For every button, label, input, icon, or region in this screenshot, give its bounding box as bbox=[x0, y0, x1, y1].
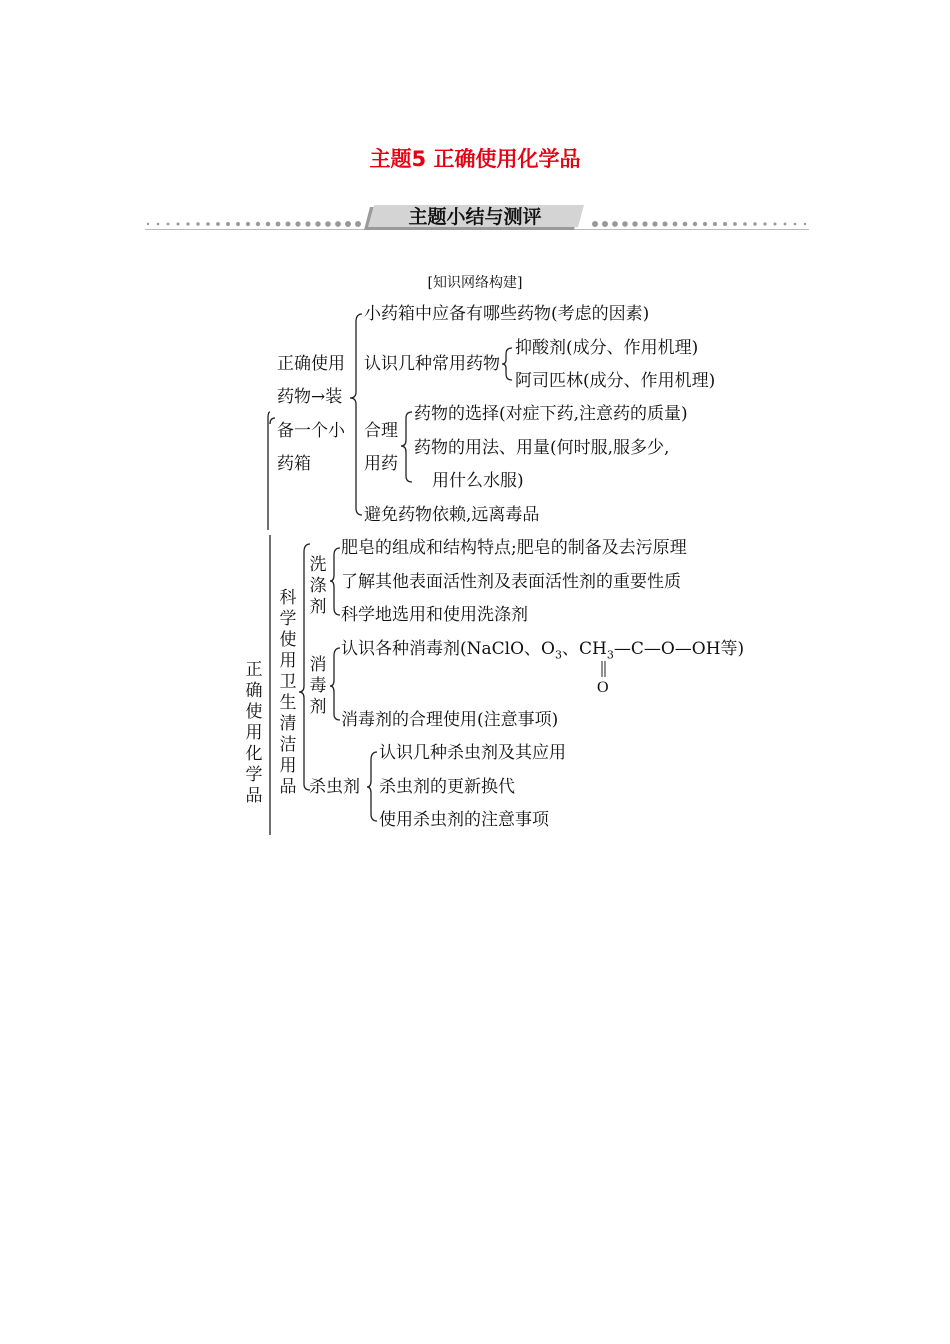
section1-item4: 避免药物依赖,远离毒品 bbox=[364, 505, 540, 525]
insecticide-item2: 杀虫剂的更新换代 bbox=[379, 777, 515, 797]
section1-label-line1: 正确使用 bbox=[277, 354, 345, 374]
page-title: 主题5 正确使用化学品 bbox=[369, 147, 581, 171]
detergent-item2: 了解其他表面活性剂及表面活性剂的重要性质 bbox=[341, 572, 681, 592]
detergent-item3: 科学地选用和使用洗涤剂 bbox=[341, 605, 528, 625]
disinfectant-item1-mid: 、CH bbox=[561, 639, 607, 659]
disinfectant-item1-formula: —C—O—OH等) bbox=[613, 639, 745, 659]
disinfectant-item1-prefix: 认识各种消毒剂(NaClO、O bbox=[341, 639, 555, 659]
section1-item2-sub1: 抑酸剂(成分、作用机理) bbox=[515, 338, 699, 358]
subscript-3b: 3 bbox=[606, 648, 614, 662]
section1-item3-sub1: 药物的选择(对症下药,注意药的质量) bbox=[414, 404, 688, 424]
section-banner-title: 主题小结与测评 bbox=[408, 206, 542, 228]
carbonyl-oxygen: O bbox=[597, 679, 609, 696]
section1-item1: 小药箱中应备有哪些药物(考虑的因素) bbox=[364, 304, 650, 324]
insecticide-item3: 使用杀虫剂的注意事项 bbox=[379, 810, 549, 830]
section2-label: 科学使用卫生清洁用品 bbox=[279, 588, 297, 797]
section1-item3-sub2-line2: 用什么水服) bbox=[432, 471, 524, 491]
section1-item3-label-line1: 合理 bbox=[364, 421, 398, 441]
section1-item2-label: 认识几种常用药物 bbox=[364, 354, 500, 374]
disinfectant-item2: 消毒剂的合理使用(注意事项) bbox=[341, 710, 559, 730]
insecticide-item1: 认识几种杀虫剂及其应用 bbox=[379, 743, 566, 763]
section1-item3-sub2-line1: 药物的用法、用量(何时服,服多少, bbox=[414, 438, 670, 458]
detergent-label: 洗涤剂 bbox=[309, 555, 327, 617]
subtitle: [知识网络构建] bbox=[427, 275, 523, 291]
section1-item2-sub2: 阿司匹林(成分、作用机理) bbox=[515, 371, 716, 391]
section1-label-line4: 药箱 bbox=[277, 454, 311, 474]
disinfectant-label: 消毒剂 bbox=[309, 655, 327, 717]
section1-label-line3: 备一个小 bbox=[277, 421, 345, 441]
section1-item3-label-line2: 用药 bbox=[364, 454, 398, 474]
root-label: 正确使用化学品 bbox=[245, 660, 263, 806]
disinfectant-item1 bbox=[341, 637, 744, 667]
section1-label-line2: 药物→装 bbox=[277, 387, 343, 407]
detergent-item1: 肥皂的组成和结构特点;肥皂的制备及去污原理 bbox=[341, 538, 687, 558]
insecticide-label: 杀虫剂 bbox=[309, 777, 360, 797]
subscript-3: 3 bbox=[554, 648, 562, 662]
